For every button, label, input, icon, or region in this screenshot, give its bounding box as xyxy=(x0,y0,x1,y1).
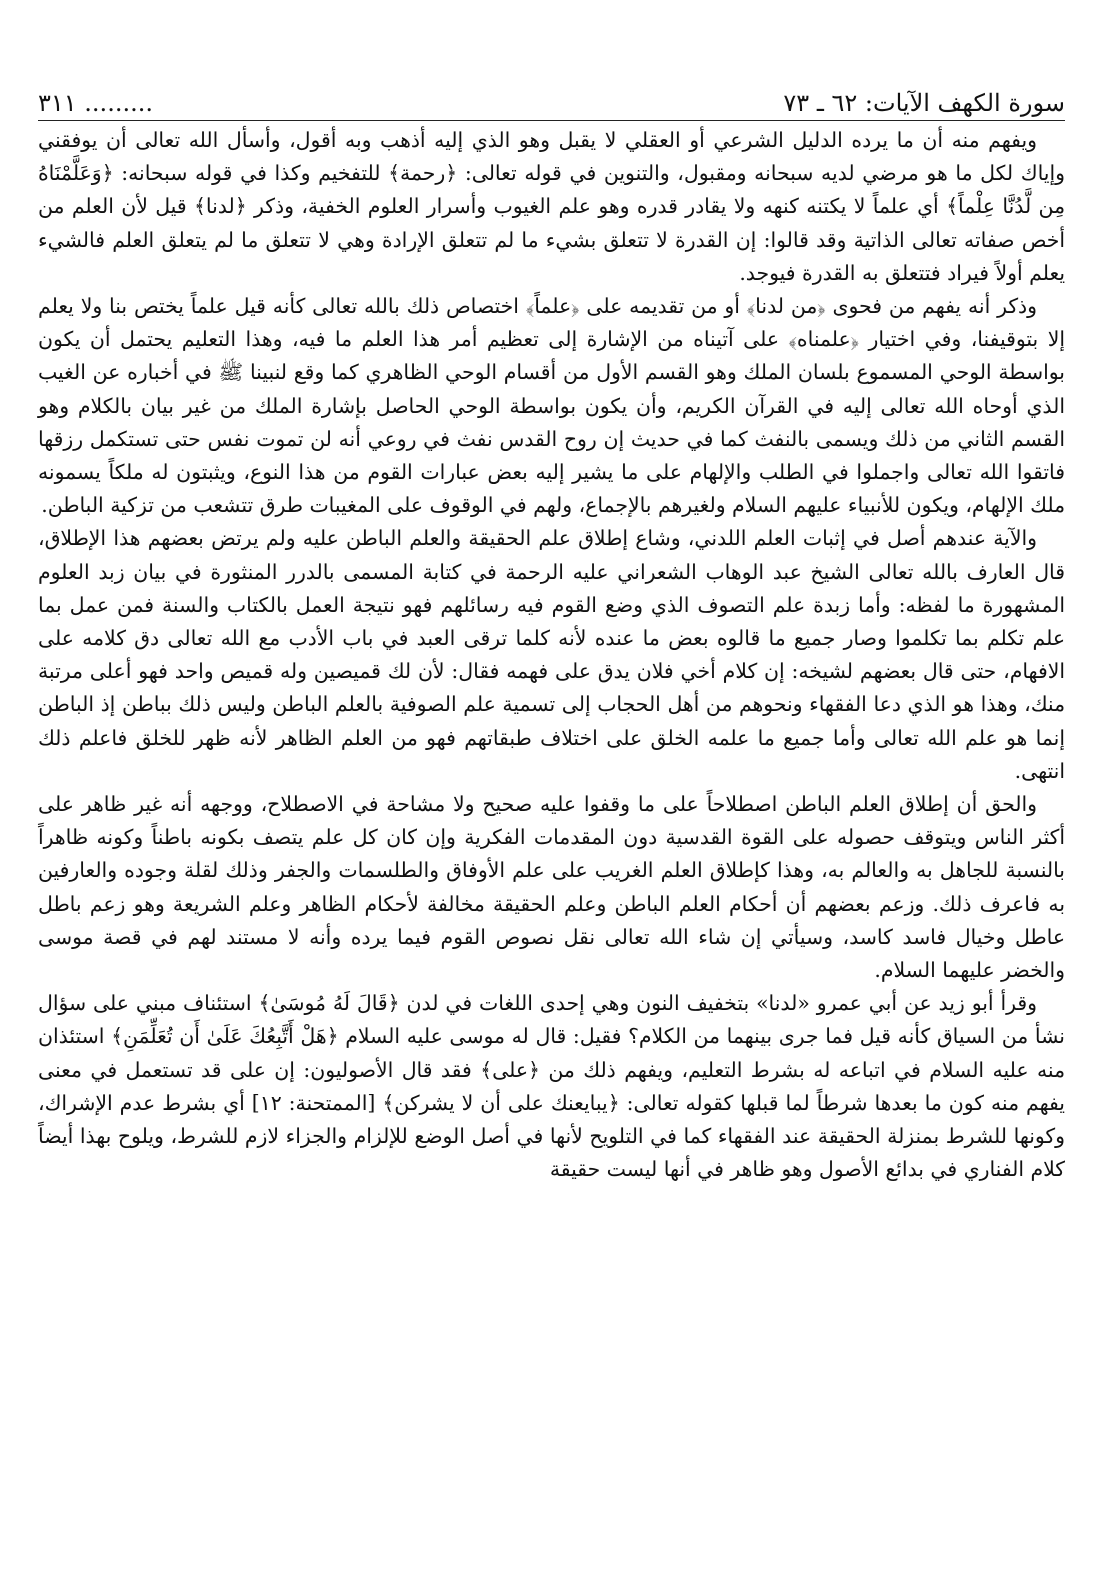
paragraph: والحق أن إطلاق العلم الباطن اصطلاحاً على ما وقفوا عليه صحيح ولا مشاحة في الاصطلاح، ووجهه أنه غير ظاهر على أكثر الناس ويتوقف حصوله على القوة القدسية دون المقدمات الفكرية وإن كان كل علم يتصف بكونه باطناً وكونه ظاهراً بالنسبة للجاهل به والعالم به، وهذا كإطلاق العلم الغريب على علم الأوفاق والطلسمات والجفر وذلك لقلة وجوده والعارفين به فاعرف ذلك. وزعم بعضهم أن أحكام العلم الباطن وعلم الحقيقة مخالفة لأحكام الظاهر وعلم الشريعة وهو زعم باطل عاطل وخيال فاسد كاسد، وسيأتي إن شاء الله تعالى نقل نصوص القوم فيما يرده وأنه لا مستند لهم في قصة موسى والخضر عليهما السلام. xyxy=(38,792,1065,983)
paragraph: وذكر أنه يفهم من فحوى ﴿من لدنا﴾ أو من تقديمه على ﴿علماً﴾ اختصاص ذلك بالله تعالى كأنه قيل علماً يختص بنا ولا يعلم إلا بتوقيفنا، وفي اختيار ﴿علمناه﴾ على آتيناه من الإشارة إلى تعظيم أمر هذا العلم ما فيه، وهذا التعليم يحتمل أن يكون بواسطة الوحي المسموع بلسان الملك وهو القسم الأول من أقسام الوحي الظاهري كما وقع لنبينا ﷺ في أخباره عن الغيب الذي أوحاه الله تعالى إليه في القرآن الكريم، وأن يكون بواسطة الوحي الحاصل بإشارة الملك من غير بيان بالكلام وهو القسم الثاني من ذلك ويسمى بالنفث كما في حديث إن روح القدس نفث في روعي أنه لن تموت نفس حتى تستكمل رزقها فاتقوا الله تعالى واجملوا في الطلب والإلهام على ما يشير إليه بعض عبارات القوم من هذا النوع، ويثبتون له ملكاً يسمونه ملك الإلهام، ويكون للأنبياء عليهم السلام ولغيرهم بالإجماع، ولهم في الوقوف على المغيبات طرق تتشعب من تزكية الباطن. xyxy=(38,294,1065,518)
page-body xyxy=(38,124,1065,1187)
paragraph: والآية عندهم أصل في إثبات العلم اللدني، وشاع إطلاق علم الحقيقة والعلم الباطن عليه ولم يرتض بعضهم هذا الإطلاق، قال العارف بالله تعالى الشيخ عبد الوهاب الشعراني عليه الرحمة في كتابة المسمى بالدرر المنثورة في بيان زبد العلوم المشهورة ما لفظه: وأما زبدة علم التصوف الذي وضع القوم فيه رسائلهم فهو نتيجة العمل بالكتاب والسنة فمن عمل بما علم تكلم بما تكلموا وصار جميع ما قالوه بعض ما عنده لأنه كلما ترقى العبد في باب الأدب مع الله تعالى دق كلامه على الافهام، حتى قال بعضهم لشيخه: إن كلام أخي فلان يدق على فهمه فقال: لأن لك قميصين وله قميص واحد فهو أعلى مرتبة منك، وهذا هو الذي دعا الفقهاء ونحوهم من أهل الحجاب إلى تسمية علم الصوفية بالعلم الباطن وليس ذلك بباطن إذ الباطن إنما هو علم الله تعالى وأما جميع ما علمه الخلق على اختلاف طبقاتهم فهو من العلم الظاهر لأنه ظهر للخلق فاعلم ذلك انتهى. xyxy=(38,526,1065,783)
page-header xyxy=(38,84,1065,121)
book-page xyxy=(38,0,1065,1575)
paragraph: وقرأ أبو زيد عن أبي عمرو «لدنا» بتخفيف النون وهي إحدى اللغات في لدن ﴿قَالَ لَهُ مُوسَىٰ﴾ استئناف مبني على سؤال نشأ من السياق كأنه قيل فما جرى بينهما من الكلام؟ فقيل: قال له موسى عليه السلام ﴿هَلْ أَتَّبِعُكَ عَلَىٰ أَن تُعَلِّمَنِ﴾ استئذان منه عليه السلام في اتباعه له بشرط التعليم، ويفهم ذلك من ﴿على﴾ فقد قال الأصوليون: إن على قد تستعمل في معنى يفهم منه كون ما بعدها شرطاً لما قبلها كقوله تعالى: ﴿يبايعنك على أن لا يشركن﴾ [الممتحنة: ١٢] أي بشرط عدم الإشراك، وكونها للشرط بمنزلة الحقيقة عند الفقهاء كما في التلويح لأنها في أصل الوضع للإلزام والجزاء لازم للشرط، ويلوح بهذا أيضاً كلام الفناري في بدائع الأصول وهو ظاهر في أنها ليست حقيقة xyxy=(38,991,1065,1182)
page-number: ......... ٣١١ xyxy=(38,89,153,117)
surah-title: سورة الكهف الآيات: ٦٢ ـ ٧٣ xyxy=(783,89,1065,117)
paragraph: ويفهم منه أن ما يرده الدليل الشرعي أو العقلي لا يقبل وهو الذي إليه أذهب وبه أقول، وأسأل الله تعالى أن يوفقني وإياك لكل ما هو مرضي لديه سبحانه ومقبول، والتنوين في قوله تعالى: ﴿رحمة﴾ للتفخيم وكذا في قوله سبحانه: ﴿وَعَلَّمْنَاهُ مِن لَّدُنَّا عِلْماً﴾ أي علماً لا يكتنه كنهه ولا يقادر قدره وهو علم الغيوب وأسرار العلوم الخفية، وذكر ﴿لدنا﴾ قيل لأن العلم من أخص صفاته تعالى الذاتية وقد قالوا: إن القدرة لا تتعلق بشيء ما لم تتعلق الإرادة وهي لا تتعلق ما لم يتعلق العلم فالشيء يعلم أولاً فيراد فتتعلق به القدرة فيوجد. xyxy=(38,128,1065,285)
